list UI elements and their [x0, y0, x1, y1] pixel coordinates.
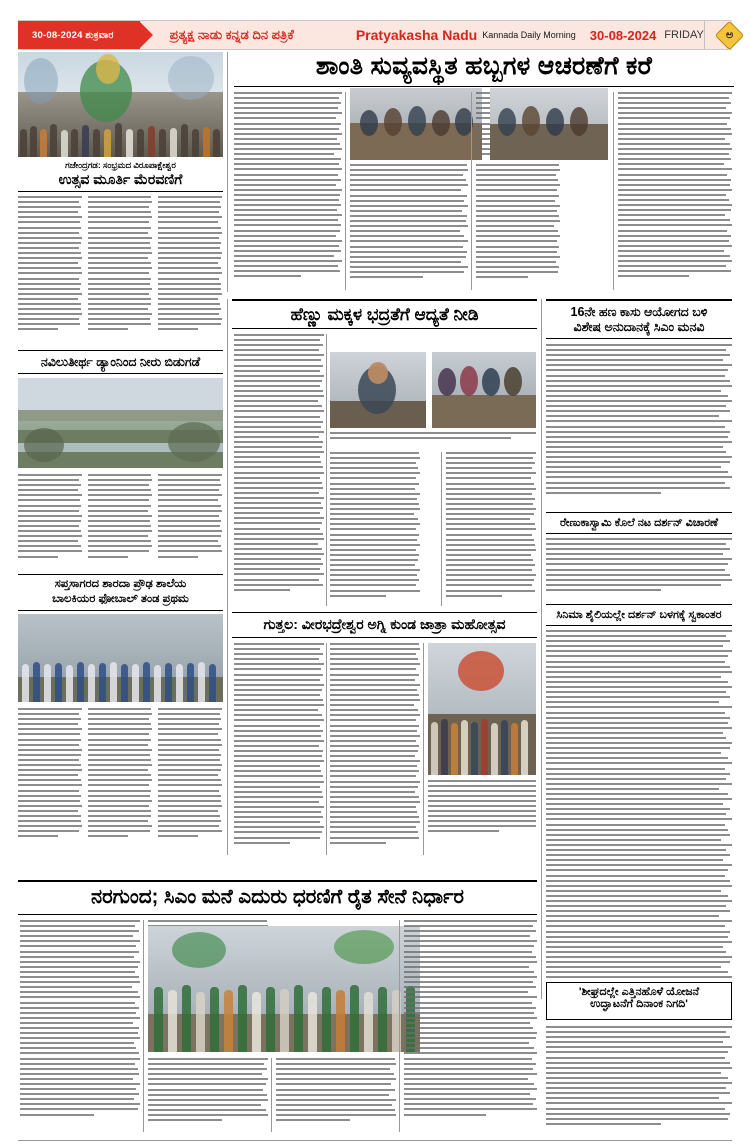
- divider-left-mid: [227, 299, 228, 855]
- right-story3-headline: ಸಿನಿಮಾ ಶೈಲಿಯಲ್ಲೇ ದರ್ಶನ್ ಬಳಗಕ್ಕೆ ಸ್ವಕಾಂತರ: [556, 609, 722, 621]
- divider-mid-2: [441, 452, 442, 606]
- lead-body-col3b: [476, 164, 560, 290]
- bottom-story-body-c: [148, 1058, 268, 1132]
- left-story3-photo-team: [18, 614, 223, 702]
- mid-story2-body-a: [234, 643, 324, 855]
- masthead-date: 30-08-2024: [589, 27, 657, 43]
- lead-photo-meeting: [350, 88, 482, 160]
- logo-glyph: ಅ: [725, 28, 733, 41]
- divider-mid-right: [541, 299, 542, 999]
- lead-body-col1: [234, 92, 342, 290]
- masthead-logo-container: [704, 21, 748, 49]
- mid-story2-headline: ಗುತ್ತಲ: ವೀರಭದ್ರೇಶ್ವರ ಅಗ್ನಿ ಕುಂಡ ಜಾತ್ರಾ ಮಹೋತ್ಸವ: [263, 616, 506, 632]
- right-story1-underline: [546, 338, 732, 339]
- left-story2-body-b: [88, 474, 152, 568]
- left-story3-body-b: [88, 708, 152, 848]
- right-story4-headline-box: [546, 982, 732, 1020]
- masthead-day: FRIDAY: [664, 29, 704, 41]
- lead-headline: ಶಾಂತಿ ಸುವ್ಯವಸ್ಥಿತ ಹಬ್ಬಗಳ ಆಚರಣೆಗೆ ಕರೆ: [315, 52, 653, 80]
- left-story3-underline: [18, 610, 223, 611]
- masthead-kannada-title: ಪ್ರತ್ಯಕ್ಷ ನಾಡು ಕನ್ನಡ ದಿನ ಪತ್ರಿಕೆ: [169, 27, 294, 42]
- lead-headline-underline: [234, 86, 734, 87]
- mid-story1-photo-officer: [330, 352, 426, 428]
- divider-lead-2: [471, 92, 472, 290]
- mid-story1-underline: [232, 328, 537, 329]
- mid-story1-body-b: [330, 452, 420, 606]
- left-story2-photo-dam: [18, 378, 223, 468]
- mid-story2-toprule: [232, 612, 537, 613]
- divider-lead-3: [613, 92, 614, 290]
- mid-story1-body-a: [234, 334, 324, 606]
- left-story3-body-c: [158, 708, 222, 848]
- divider-bottom-2: [271, 1058, 272, 1132]
- left-story1-kicker: ಗಜೇಂದ್ರಗಡ: ಸಂಭ್ರಮದ ವಿರೂಪಾಕ್ಷೇಶ್ವರ: [65, 160, 176, 170]
- lead-photo-gajendragad: [18, 52, 223, 157]
- masthead-english-title: Pratyakasha Nadu: [355, 27, 478, 43]
- mid-story2-underline: [232, 637, 537, 638]
- divider-left-lead: [227, 52, 228, 292]
- bottom-story-body-d: [276, 1058, 396, 1132]
- bottom-story-underline: [18, 914, 537, 915]
- mid-story1-headline: ಹೆಣ್ಣು ಮಕ್ಕಳ ಭದ್ರತೆಗೆ ಆದ್ಯತೆ ನೀಡಿ: [290, 305, 479, 324]
- mid-story2-body-b: [330, 643, 420, 855]
- divider-bottom-3: [399, 920, 400, 1132]
- lead-body-col2b: [350, 164, 468, 290]
- right-story1-toprule: [546, 299, 732, 301]
- right-story2-underline: [546, 533, 732, 534]
- left-story1-body-c: [158, 196, 222, 342]
- left-story3-toprule: [18, 574, 223, 575]
- left-story3-headline-l2: ಬಾಲಕಿಯರ ಫೋಬಾಲ್ ತಂಡ ಪ್ರಥಮ: [52, 593, 189, 605]
- bottom-story-body-e: [404, 920, 537, 1132]
- lead-photo-officials: [490, 88, 608, 160]
- left-story2-body-a: [18, 474, 82, 568]
- masthead-date-band: 30-08-2024 ಶುಕ್ರವಾರ: [18, 21, 140, 49]
- right-story1-headline-l2: ವಿಶೇಷ ಅನುದಾನಕ್ಕೆ ಸಿಎಂ ಮನವಿ: [573, 320, 705, 334]
- right-story4-body: [546, 1026, 732, 1134]
- right-story3-toprule: [546, 604, 732, 605]
- right-story1-headline-l1: 16ನೇ ಹಣ ಕಾಸು ಆಯೋಗದ ಬಳಿ: [570, 305, 708, 319]
- bottom-story-body-a: [20, 920, 140, 1130]
- bottom-story-toprule: [18, 880, 537, 882]
- left-story2-body-c: [158, 474, 222, 568]
- masthead: [18, 20, 732, 50]
- divider-mid-4: [423, 643, 424, 855]
- left-story1-body-b: [88, 196, 152, 342]
- left-story3-headline-l1: ಸಪ್ತಸಾಗರದ ಶಾರದಾ ಪ್ರೌಢ ಶಾಲೆಯ: [54, 578, 187, 590]
- right-story4-headline-l1: 'ಶೀಘ್ರದಲ್ಲೇ ಎತ್ತಿನಹೊಳೆ ಯೋಜನೆ: [578, 986, 700, 998]
- mid-story1-photo-meeting: [432, 352, 536, 428]
- right-story2-headline: ರೇಣುಕಾಸ್ವಾಮಿ ಕೊಲೆ ನಟ ದರ್ಶನ್ ವಿಚಾರಣೆ: [559, 517, 719, 529]
- mid-story1-body-c: [446, 452, 536, 606]
- left-story2-headline: ನವಿಲುತೀರ್ಥ ಡ್ಯಾಂನಿಂದ ನೀರು ಬಿಡುಗಡೆ: [40, 355, 201, 369]
- bottom-story-headline: ನರಗುಂದ; ಸಿಎಂ ಮನೆ ಎದುರು ಧರಣಿಗೆ ರೈತ ಸೇನೆ ನಿರ್ಧಾರ: [90, 886, 465, 908]
- divider-mid-3: [326, 643, 327, 855]
- right-story2-toprule: [546, 512, 732, 513]
- left-story2-toprule: [18, 350, 223, 351]
- divider-bottom-1: [143, 920, 144, 1132]
- left-story3-body-a: [18, 708, 82, 848]
- left-story2-underline: [18, 373, 223, 374]
- mid-story1-caption: [330, 432, 536, 446]
- page-bottom-rule: [18, 1140, 732, 1141]
- left-story1-headline: ಉತ್ಸವ ಮೂರ್ತಿ ಮೆರವಣಿಗೆ: [58, 171, 183, 187]
- newspaper-logo-icon: [714, 20, 744, 50]
- divider-lead-1: [345, 92, 346, 290]
- crowd-figures: [18, 110, 223, 157]
- right-story1-body: [546, 344, 732, 506]
- lead-body-col4: [618, 92, 732, 290]
- right-story3-body: [546, 630, 732, 978]
- masthead-english-subtitle: Kannada Daily Morning: [482, 30, 576, 40]
- bottom-story-photo-protest: [148, 926, 420, 1052]
- mid-story2-photo-procession: [428, 643, 536, 775]
- left-story1-underline: [18, 191, 223, 192]
- right-story4-headline-l2: ಉದ್ಘಾಟನೆಗೆ ದಿನಾಂಕ ನಿಗದಿ': [590, 998, 688, 1011]
- right-story3-underline: [546, 625, 732, 626]
- mid-story2-caption: [428, 780, 536, 832]
- left-story1-body-a: [18, 196, 82, 342]
- right-story2-body: [546, 538, 732, 600]
- mid-story1-toprule: [232, 299, 537, 301]
- divider-mid-1: [326, 334, 327, 606]
